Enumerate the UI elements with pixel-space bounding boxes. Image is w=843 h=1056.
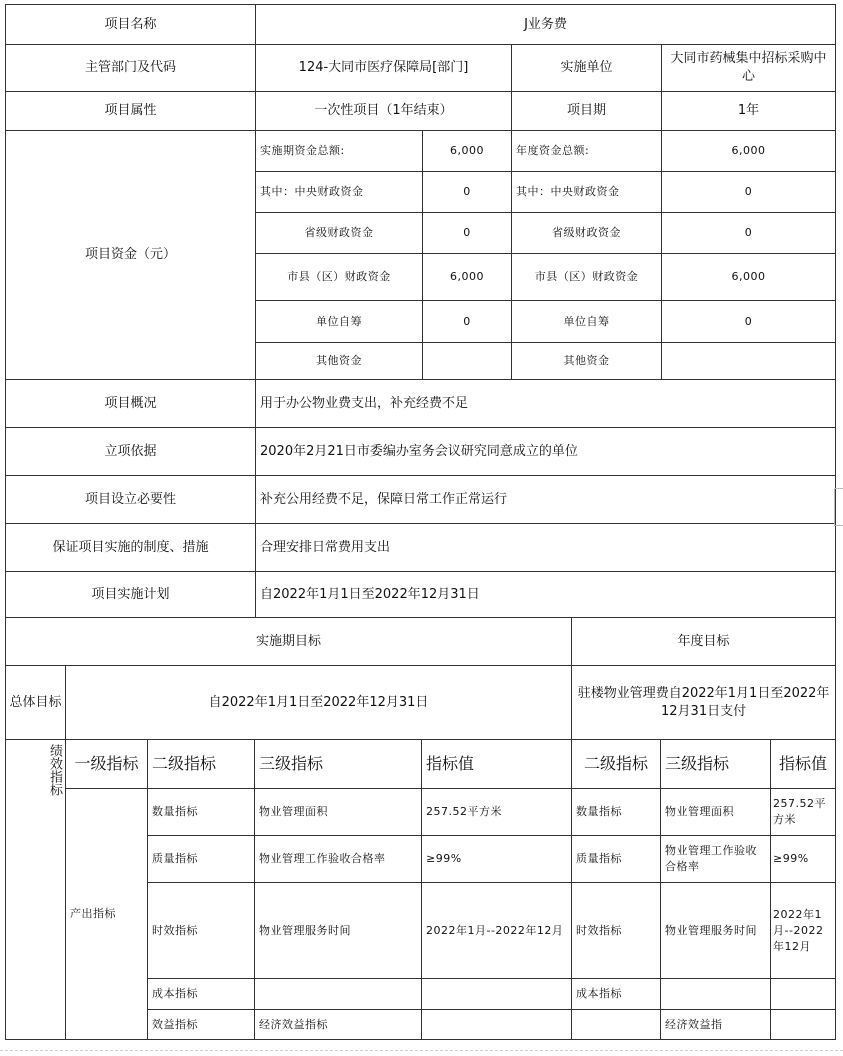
info-value: 合理安排日常费用支出 <box>256 524 836 572</box>
perf-value <box>422 979 572 1010</box>
project-name-value: J业务费 <box>256 5 836 45</box>
info-value: 2020年2月21日市委编办室务会议研究同意成立的单位 <box>256 428 836 476</box>
fund-row-value: 6,000 <box>662 131 836 172</box>
perf-lvl2: 数量指标 <box>148 789 255 836</box>
perf-annual-lvl3: 物业管理服务时间 <box>661 883 771 979</box>
fund-row-label: 市县（区）财政资金 <box>256 254 423 301</box>
fund-row-label: 单位自筹 <box>512 301 662 343</box>
fund-row-value: 0 <box>423 213 512 254</box>
perf-lvl2: 成本指标 <box>148 979 255 1010</box>
perf-annual-lvl3: 物业管理面积 <box>661 789 771 836</box>
perf-annual-lvl2: 数量指标 <box>572 789 661 836</box>
funds-label: 项目资金（元） <box>6 131 256 380</box>
perf-annual-lvl3: 物业管理工作验收合格率 <box>661 836 771 883</box>
fund-row-value: 6,000 <box>662 254 836 301</box>
fund-row-value: 0 <box>423 172 512 213</box>
overall-goal-label: 总体目标 <box>6 666 66 740</box>
perf-annual-lvl3 <box>771 1010 836 1040</box>
fund-row-value: 0 <box>662 301 836 343</box>
perf-lvl3: 物业管理服务时间 <box>255 883 422 979</box>
perf-annual-lvl2: 时效指标 <box>572 883 661 979</box>
dept-value: 124-大同市医疗保障局[部门] <box>256 45 512 92</box>
attr-value: 一次性项目（1年结束） <box>256 92 512 131</box>
perf-annual-lvl3 <box>661 979 771 1010</box>
info-label: 项目概况 <box>6 380 256 428</box>
info-value: 自2022年1月1日至2022年12月31日 <box>256 572 836 618</box>
perf-annual-value: ≥99% <box>771 836 836 883</box>
perf-value: 2022年1月--2022年12月 <box>422 883 572 979</box>
dept-label: 主管部门及代码 <box>6 45 256 92</box>
info-value: 补充公用经费不足，保障日常工作正常运行 <box>256 476 836 524</box>
perf-value: ≥99% <box>422 836 572 883</box>
project-form <box>5 4 836 1040</box>
output-indicator-label: 产出指标 <box>66 789 148 1040</box>
page-bottom-edge <box>0 1050 843 1052</box>
perf-header-value: 指标值 <box>422 740 572 789</box>
perf-side-label: 绩效指标 <box>6 740 66 1040</box>
fund-row-value: 6,000 <box>423 131 512 172</box>
perf-lvl2: 经济效益指标 <box>255 1010 422 1040</box>
info-label: 保证项目实施的制度、措施 <box>6 524 256 572</box>
fund-row-value <box>662 343 836 380</box>
perf-annual-value: 257.52平方米 <box>771 789 836 836</box>
annual-goal-value: 驻楼物业管理费自2022年1月1日至2022年12月31日支付 <box>572 666 836 740</box>
perf-annual-lvl2: 成本指标 <box>572 979 661 1010</box>
unit-value: 大同市药械集中招标采购中心 <box>662 45 836 92</box>
project-name-label: 项目名称 <box>6 5 256 45</box>
perf-header-annual-value: 指标值 <box>771 740 836 789</box>
perf-annual-lvl2: 经济效益指 <box>661 1010 771 1040</box>
attr-label: 项目属性 <box>6 92 256 131</box>
info-label: 立项依据 <box>6 428 256 476</box>
fund-row-label: 其中：中央财政资金 <box>256 172 423 213</box>
goals-table <box>5 617 836 1040</box>
perf-header-annual-lvl2: 二级指标 <box>572 740 661 789</box>
perf-header-lvl1: 一级指标 <box>66 740 148 789</box>
period-value: 1年 <box>662 92 836 131</box>
fund-row-label: 其中：中央财政资金 <box>512 172 662 213</box>
fund-row-value <box>423 343 512 380</box>
perf-value: 257.52平方米 <box>422 789 572 836</box>
perf-lvl3 <box>255 979 422 1010</box>
unit-label: 实施单位 <box>512 45 662 92</box>
fund-row-label: 市县（区）财政资金 <box>512 254 662 301</box>
period-label: 项目期 <box>512 92 662 131</box>
fund-row-value: 0 <box>423 301 512 343</box>
perf-lvl2: 质量指标 <box>148 836 255 883</box>
fund-row-label: 实施期资金总额: <box>256 131 423 172</box>
perf-annual-lvl2: 质量指标 <box>572 836 661 883</box>
fund-row-label: 省级财政资金 <box>512 213 662 254</box>
fund-row-value: 0 <box>662 213 836 254</box>
page-edge-marker <box>834 488 843 526</box>
project-info-table <box>5 4 836 618</box>
period-goal-value: 自2022年1月1日至2022年12月31日 <box>66 666 572 740</box>
fund-row-label: 单位自筹 <box>256 301 423 343</box>
fund-row-label: 年度资金总额: <box>512 131 662 172</box>
fund-row-label: 省级财政资金 <box>256 213 423 254</box>
fund-row-label: 其他资金 <box>512 343 662 380</box>
info-label: 项目实施计划 <box>6 572 256 618</box>
perf-annual-value: 2022年1月--2022年12月 <box>771 883 836 979</box>
benefit-indicator-label: 效益指标 <box>148 1010 255 1040</box>
fund-row-value: 6,000 <box>423 254 512 301</box>
period-goal-label: 实施期目标 <box>6 618 572 666</box>
info-label: 项目设立必要性 <box>6 476 256 524</box>
annual-goal-label: 年度目标 <box>572 618 836 666</box>
perf-value <box>572 1010 661 1040</box>
perf-lvl2: 时效指标 <box>148 883 255 979</box>
perf-lvl3: 物业管理面积 <box>255 789 422 836</box>
perf-annual-value <box>771 979 836 1010</box>
fund-row-value: 0 <box>662 172 836 213</box>
perf-lvl3: 物业管理工作验收合格率 <box>255 836 422 883</box>
perf-lvl3 <box>422 1010 572 1040</box>
fund-row-label: 其他资金 <box>256 343 423 380</box>
perf-header-annual-lvl3: 三级指标 <box>661 740 771 789</box>
info-value: 用于办公物业费支出，补充经费不足 <box>256 380 836 428</box>
perf-header-lvl3: 三级指标 <box>255 740 422 789</box>
perf-header-lvl2: 二级指标 <box>148 740 255 789</box>
